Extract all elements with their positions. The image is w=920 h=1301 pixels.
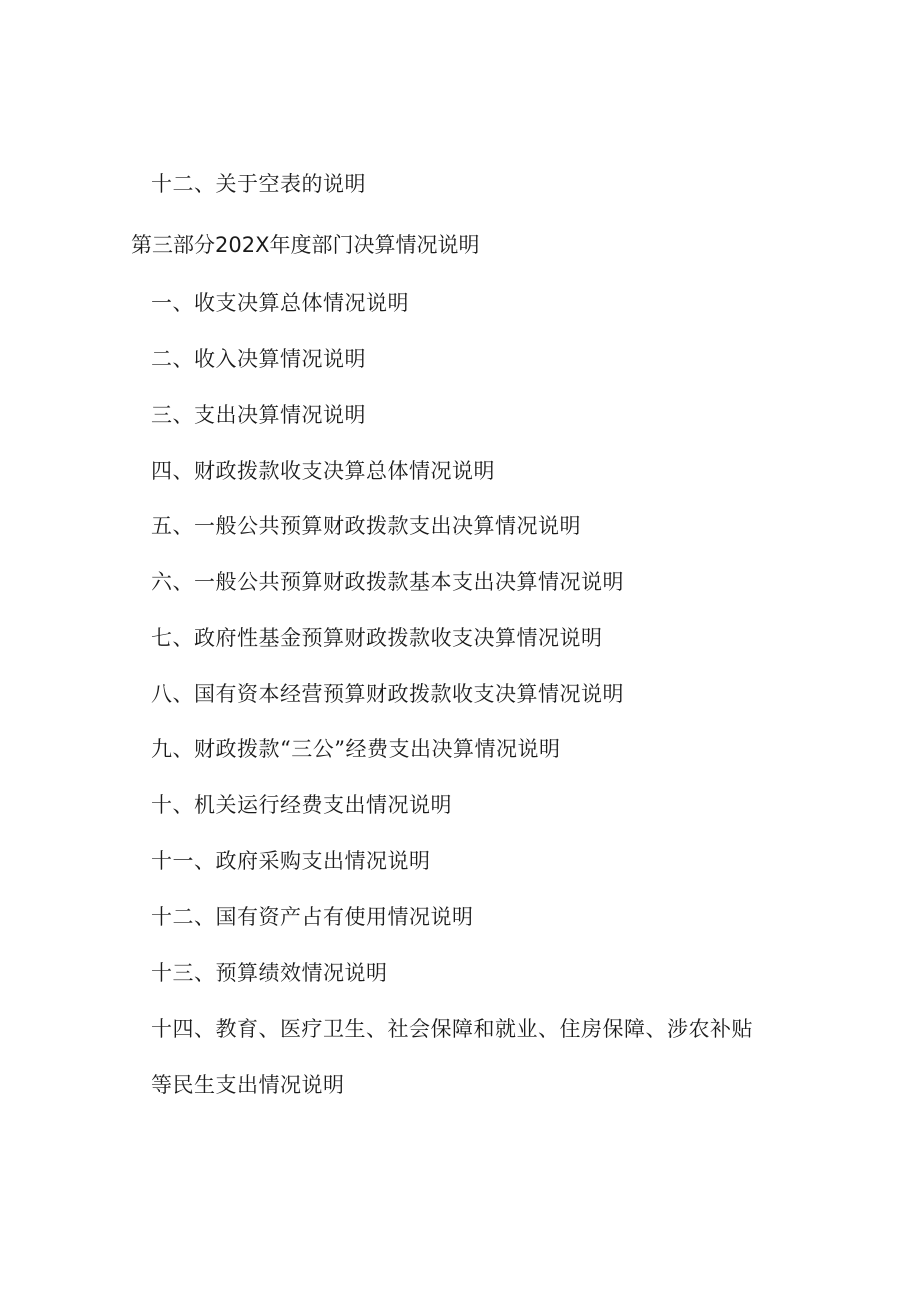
toc-item: 七、政府性基金预算财政拨款收支决算情况说明 xyxy=(151,626,603,650)
toc-item: 十一、政府采购支出情况说明 xyxy=(151,849,431,873)
toc-item: 九、财政拨款“三公”经费支出决算情况说明 xyxy=(151,737,561,761)
toc-item: 十三、预算绩效情况说明 xyxy=(151,961,388,985)
toc-item: 五、一般公共预算财政拨款支出决算情况说明 xyxy=(151,514,581,538)
part-three-heading: 第三部分202X年度部门决算情况说明 xyxy=(131,233,480,257)
toc-item-empty-tables: 十二、关于空表的说明 xyxy=(151,172,366,196)
toc-item-continuation: 等民生支出情况说明 xyxy=(151,1073,345,1097)
toc-item: 十、机关运行经费支出情况说明 xyxy=(151,793,452,817)
toc-item: 八、国有资本经营预算财政拨款收支决算情况说明 xyxy=(151,682,624,706)
toc-item: 一、收支决算总体情况说明 xyxy=(151,291,409,315)
toc-item: 二、收入决算情况说明 xyxy=(151,347,366,371)
toc-item: 十二、国有资产占有使用情况说明 xyxy=(151,905,474,929)
toc-item: 六、一般公共预算财政拨款基本支出决算情况说明 xyxy=(151,570,624,594)
toc-item: 四、财政拨款收支决算总体情况说明 xyxy=(151,459,495,483)
toc-item: 十四、教育、医疗卫生、社会保障和就业、住房保障、涉农补贴 xyxy=(151,1017,753,1041)
toc-item: 三、支出决算情况说明 xyxy=(151,403,366,427)
